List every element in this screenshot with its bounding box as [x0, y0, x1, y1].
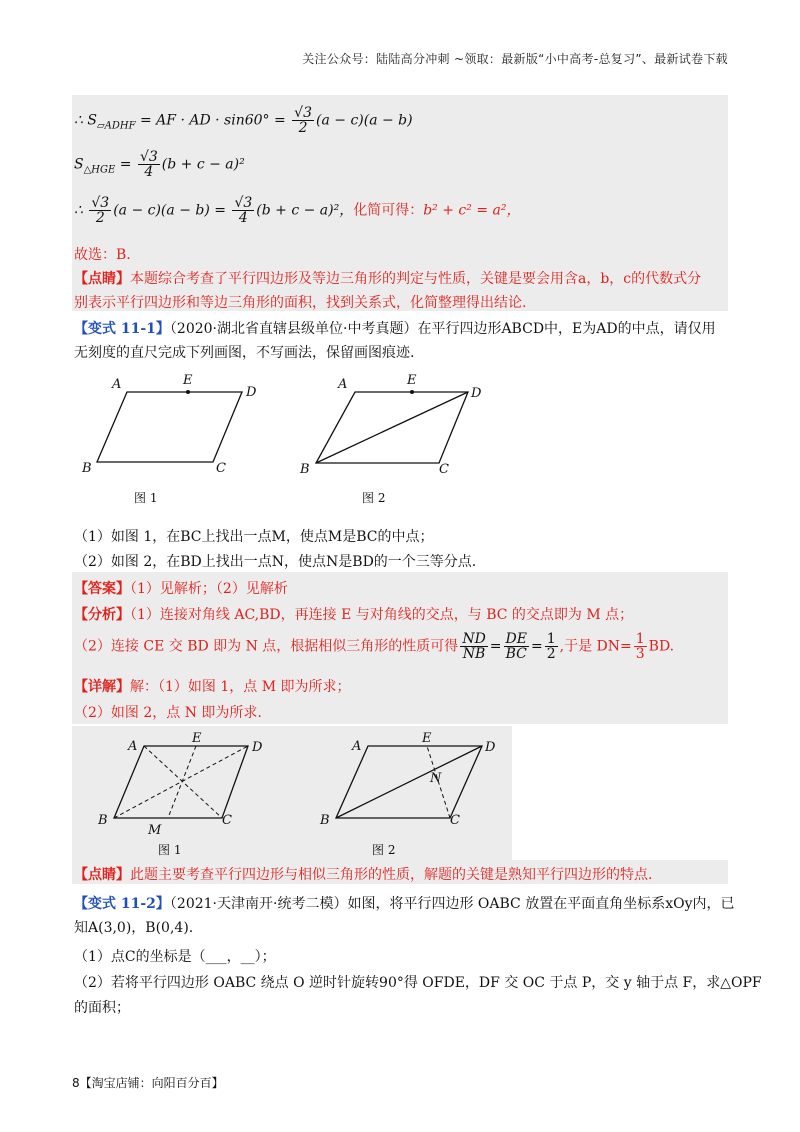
parallelogram-1 — [97, 392, 242, 462]
label-c-2: C — [439, 462, 449, 477]
q1-detail-1: 【详解】解：（1）如图 1，点 M 即为所求； — [74, 679, 351, 695]
q1-figures — [70, 368, 490, 518]
label-a-1: A — [112, 377, 122, 392]
formula-line-1: ∴ $S_{▱ADHF}$ = AF · AD · sin60° = $\frac{√3}{2}$ (a − c)(a − b) — [74, 105, 413, 136]
sol-label-d-2: D — [485, 740, 496, 755]
label-e-1: E — [183, 373, 193, 388]
q1-analysis-2: （2）连接 CE 交 BD 即为 N 点，根据相似三角形的性质可得 $\frac{ND}{NB}$ = $\frac{DE}{BC}$ = $\frac{1}{2}$ ,于是 DN= $\frac{1}{3}$ BD. — [74, 631, 675, 662]
sol-label-b-1: B — [98, 813, 108, 828]
q1-item-1: （1）如图 1，在BC上找出一点M，使点M是BC的中点； — [74, 529, 434, 545]
q1-item-2: （2）如图 2，在BD上找出一点N，使点N是BD的一个三等分点. — [74, 554, 477, 570]
label-e-2: E — [407, 373, 417, 388]
sol-label-b-2: B — [320, 813, 330, 828]
q2-item-2b: 的面积； — [74, 1000, 130, 1016]
figure-1-caption: 图 1 — [134, 491, 158, 505]
label-d-2: D — [471, 386, 482, 401]
q1-text-2: 无刻度的直尺完成下列画图，不写画法，保留画图痕迹. — [74, 345, 415, 361]
sol-label-e-1: E — [192, 731, 202, 746]
q2-item-1: （1）点C的坐标是（___，__）； — [74, 949, 276, 965]
label-b-1: B — [82, 461, 92, 476]
solution-figure-2-caption: 图 2 — [372, 843, 396, 857]
q1-analysis-1: 【分析】（1）连接对角线 AC,BD，再连接 E 与对角线的交点，与 BC 的交点即为 M 点； — [74, 607, 634, 623]
label-c-1: C — [216, 461, 226, 476]
sol-label-e-2: E — [422, 731, 432, 746]
sol-label-c-1: C — [222, 813, 232, 828]
diagonal-bd-2 — [316, 392, 468, 463]
label-b-2: B — [300, 462, 310, 477]
comment-top-2: 别表示平行四边形和等边三角形的面积，找到关系式，化简整理得出结论. — [74, 295, 527, 311]
figure-1 — [81, 373, 257, 505]
page-header: 关注公众号：陆陆高分冲刺 ~领取：最新版“小中高考-总复习”、最新试卷下载 — [302, 52, 728, 66]
sol-label-a-2: A — [352, 739, 362, 754]
sol-label-c-2: C — [450, 813, 460, 828]
sol-label-d-1: D — [252, 740, 263, 755]
figure-2 — [299, 373, 482, 505]
sol-label-m: M — [148, 823, 162, 838]
sol-label-a-1: A — [128, 739, 138, 754]
solution-figure-1-caption: 图 1 — [158, 843, 182, 857]
comment-top-1: 【点睛】本题综合考查了平行四边形及等边三角形的判定与性质，关键是要会用含a，b，c的代数式分 — [74, 271, 702, 287]
page-footer: 8【淘宝店铺：向阳百分百】 — [72, 1076, 224, 1090]
q2-text-2: 知A(3,0)，B(0,4). — [74, 920, 194, 936]
point-e-2 — [410, 390, 414, 394]
q2-text-1: 【变式 11-2】（2021·天津南开·统考二模）如图，将平行四边形 OABC 放置在平面直角坐标系xOy内，已 — [74, 896, 735, 912]
formula-line-3: ∴ $\frac{√3}{2}$ (a − c)(a − b) = $\frac{√3}{4}$ (b + c − a)²，化简可得：b² + c² = a²， — [74, 195, 521, 226]
q1-comment: 【点睛】此题主要考查平行四边形与相似三角形的性质，解题的关键是熟知平行四边形的特点. — [74, 867, 653, 883]
figure-2-caption: 图 2 — [362, 491, 386, 505]
q1-detail-2: （2）如图 2，点 N 即为所求. — [74, 705, 262, 721]
label-d-1: D — [246, 385, 257, 400]
sol-label-n: N — [430, 771, 442, 786]
q1-answer: 【答案】（1）见解析；（2）见解析 — [74, 581, 288, 597]
q1-solution-figures — [72, 726, 512, 860]
q2-item-2: （2）若将平行四边形 OABC 绕点 O 逆时针旋转90°得 OFDE，DF 交 OC 于点 P，交 y 轴于点 F，求△OPF — [74, 975, 762, 991]
formula-line-2: $S_{\triangle HGE}$ = $\frac{√3}{4}$ (b + c − a)² — [74, 149, 245, 180]
point-e-1 — [186, 390, 190, 394]
label-a-2: A — [338, 377, 348, 392]
choice-answer: 故选：B. — [74, 247, 131, 263]
q1-text-1: 【变式 11-1】（2020·湖北省直辖县级单位·中考真题）在平行四边形ABCD中，E为AD的中点，请仅用 — [74, 321, 716, 337]
